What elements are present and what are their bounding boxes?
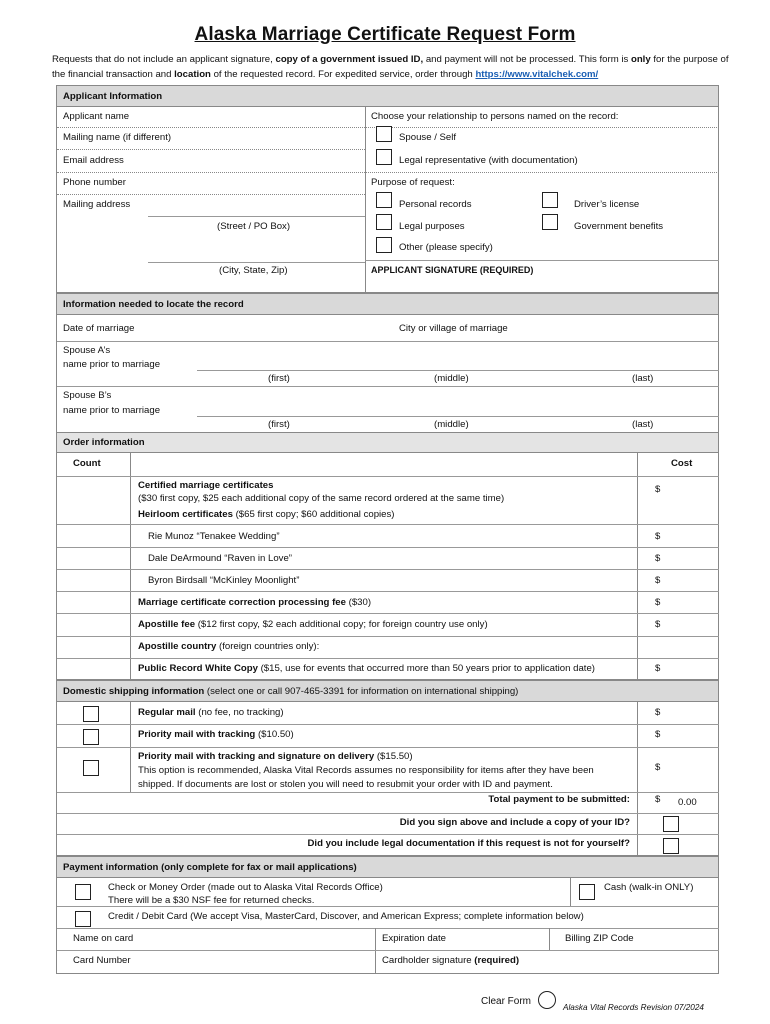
legal-rep-checkbox[interactable] (376, 149, 392, 165)
purpose-label: Purpose of request: (371, 177, 455, 188)
intro-bold: copy of a government issued ID, (275, 54, 424, 65)
gov-benefits-label: Government benefits (574, 221, 664, 232)
heirloom-1-cost[interactable]: $ (655, 531, 661, 542)
apostille-desc: ($12 first copy, $2 each additional copy; for foreign country use only) (195, 619, 488, 630)
divider (637, 453, 638, 680)
heirloom-2-cost[interactable]: $ (655, 553, 661, 564)
applicant-header: Applicant Information (56, 85, 719, 107)
applicant-name-label: Applicant name (63, 111, 130, 122)
white-copy-cost[interactable]: $ (655, 663, 661, 674)
legal-doc-checkbox[interactable] (663, 838, 679, 854)
correction-cost[interactable]: $ (655, 597, 661, 608)
spouse-b-label-2: name prior to marriage (63, 405, 161, 416)
apostille-country-title: Apostille country (138, 641, 217, 652)
heirloom-desc: ($65 first copy; $60 additional copies) (232, 509, 395, 520)
street-field[interactable] (148, 216, 365, 217)
apostille-country-desc: (foreign countries only): (216, 641, 320, 652)
divider (365, 172, 719, 173)
regular-mail-title: Regular mail (138, 707, 196, 718)
cash-checkbox[interactable] (579, 884, 595, 900)
phone-field[interactable] (57, 194, 365, 195)
intro-part: of the requested record. For expedited service, order through (210, 69, 476, 80)
first-label: (first) (268, 373, 290, 384)
priority-mail-line (138, 729, 294, 740)
divider (57, 476, 719, 477)
intro-bold: only (630, 54, 651, 65)
divider (57, 724, 719, 725)
divider (57, 906, 719, 907)
regular-mail-desc: (no fee, no tracking) (195, 707, 284, 718)
apostille-cost[interactable]: $ (655, 619, 661, 630)
divider (57, 569, 719, 570)
shipping-header-rest: (select one or call 907-465-3391 for information on international shipping) (206, 685, 519, 697)
heirloom-2-label: Dale DeArmound “Raven in Love” (148, 553, 292, 564)
divider (375, 928, 376, 974)
intro-part: and payment will not be processed. This form is (423, 54, 631, 65)
spouse-a-name-field[interactable] (197, 370, 719, 371)
card-number-label: Card Number (73, 955, 131, 966)
card-checkbox[interactable] (75, 911, 91, 927)
cost-header: Cost (671, 458, 693, 469)
email-field[interactable] (57, 172, 365, 173)
divider (57, 950, 719, 951)
legal-purposes-checkbox[interactable] (376, 214, 392, 230)
certified-cost[interactable]: $ (655, 484, 661, 495)
name-on-card-label: Name on card (73, 933, 134, 944)
cash-label: Cash (walk-in ONLY) (604, 882, 694, 893)
divider (365, 127, 719, 128)
legal-rep-label: Legal representative (with documentation) (399, 155, 578, 166)
intro-bold: location (174, 69, 211, 80)
drivers-license-label: Driver’s license (574, 199, 640, 210)
divider (57, 813, 719, 814)
divider (365, 260, 719, 261)
intro-text (52, 52, 732, 82)
total-value[interactable]: 0.00 (678, 797, 697, 808)
clear-form-button[interactable] (538, 991, 556, 1009)
spouse-self-label: Spouse / Self (399, 132, 457, 143)
divider (57, 928, 719, 929)
id-confirm-checkbox[interactable] (663, 816, 679, 832)
first-label: (first) (268, 419, 290, 430)
card-label: Credit / Debit Card (We accept Visa, MasterCard, Discover, and American Express; complete information below) (108, 911, 584, 922)
spouse-self-checkbox[interactable] (376, 126, 392, 142)
certified-desc: ($30 first copy, $25 each additional copy of the same record ordered at the same time) (138, 493, 505, 504)
middle-label: (middle) (434, 419, 469, 430)
priority-mail-checkbox[interactable] (83, 729, 99, 745)
apostille-title: Apostille fee (138, 619, 196, 630)
priority-signature-title: Priority mail with tracking and signature on delivery (138, 751, 375, 762)
required-label: (required) (474, 955, 520, 966)
other-label: Other (please specify) (399, 242, 493, 253)
heirloom-3-label: Byron Birdsall “McKinley Moonlight” (148, 575, 300, 586)
mailing-name-field[interactable] (57, 149, 365, 150)
divider (57, 386, 719, 387)
priority-mail-title: Priority mail with tracking (138, 729, 256, 740)
divider (57, 524, 719, 525)
date-of-marriage-label: Date of marriage (63, 323, 135, 334)
id-question: Did you sign above and include a copy of your ID? (399, 817, 630, 828)
spouse-a-label-1: Spouse A’s (63, 345, 111, 356)
drivers-license-checkbox[interactable] (542, 192, 558, 208)
apostille-line (138, 619, 488, 630)
heirloom-title: Heirloom certificates (138, 509, 233, 520)
divider (57, 341, 719, 342)
total-dollar: $ (655, 794, 661, 805)
correction-line (138, 597, 371, 608)
applicant-signature-label: APPLICANT SIGNATURE (REQUIRED) (371, 265, 534, 275)
heirloom-3-cost[interactable]: $ (655, 575, 661, 586)
total-label: Total payment to be submitted: (488, 794, 630, 805)
city-village-label: City or village of marriage (399, 323, 508, 334)
priority-signature-line (138, 751, 413, 762)
priority-signature-desc: ($15.50) (374, 751, 413, 762)
divider (549, 928, 550, 950)
divider (57, 547, 719, 548)
page-title: Alaska Marriage Certificate Request Form (194, 24, 576, 45)
divider (57, 613, 719, 614)
heirloom-1-label: Rie Munoz “Tenakee Wedding” (148, 531, 280, 542)
locate-header: Information needed to locate the record (56, 293, 719, 315)
priority-signature-checkbox[interactable] (83, 760, 99, 776)
payment-header: Payment information (only complete for fax or mail applications) (56, 856, 719, 878)
check-label-2: There will be a $30 NSF fee for returned checks. (108, 895, 315, 906)
divider (570, 878, 571, 906)
clear-form-label: Clear Form (481, 996, 532, 1007)
applicant-name-field[interactable] (57, 127, 365, 128)
mailing-name-label: Mailing name (if different) (63, 132, 172, 143)
divider (57, 834, 719, 835)
white-copy-line (138, 663, 595, 674)
divider (57, 747, 719, 748)
regular-mail-checkbox[interactable] (83, 706, 99, 722)
spouse-b-name-field[interactable] (197, 416, 719, 417)
legal-doc-question: Did you include legal documentation if this request is not for yourself? (307, 838, 630, 849)
legal-purposes-label: Legal purposes (399, 221, 465, 232)
heirloom-line (138, 509, 395, 520)
count-header: Count (73, 458, 101, 469)
city-field[interactable] (148, 262, 365, 263)
check-checkbox[interactable] (75, 884, 91, 900)
intro-part: Requests that do not include an applicant signature, (52, 54, 276, 65)
personal-records-label: Personal records (399, 199, 472, 210)
billing-zip-label: Billing ZIP Code (565, 933, 634, 944)
check-label-1: Check or Money Order (made out to Alaska Vital Records Office) (108, 882, 383, 893)
certified-title: Certified marriage certificates (138, 480, 274, 491)
priority-signature-cost[interactable]: $ (655, 762, 661, 773)
shipping-header-bold: Domestic shipping information (63, 685, 205, 697)
other-checkbox[interactable] (376, 237, 392, 253)
order-header: Order information (56, 432, 719, 453)
intro-part: for the purpose of the financial transaction and (52, 54, 729, 80)
mailing-address-label: Mailing address (63, 199, 131, 210)
regular-mail-line (138, 707, 284, 718)
divider (637, 702, 638, 856)
divider (57, 658, 719, 659)
priority-signature-note-2: shipped. If documents are lost or stolen you will need to resubmit your order with ID and payment. (138, 779, 553, 790)
vitalchek-link[interactable]: https://www.vitalchek.com/ (475, 69, 599, 80)
middle-label: (middle) (434, 373, 469, 384)
last-label: (last) (632, 419, 654, 430)
street-label: (Street / PO Box) (217, 221, 291, 232)
shipping-header (56, 680, 719, 702)
city-label: (City, State, Zip) (219, 265, 288, 276)
priority-mail-desc: ($10.50) (255, 729, 294, 740)
priority-signature-note-1: This option is recommended, Alaska Vital Records assumes no responsibility for items after they have been (138, 765, 594, 776)
expiration-label: Expiration date (382, 933, 446, 944)
divider (57, 591, 719, 592)
correction-desc: ($30) (345, 597, 372, 608)
priority-mail-cost[interactable]: $ (655, 729, 661, 740)
spouse-b-label-1: Spouse B’s (63, 390, 112, 401)
phone-label: Phone number (63, 177, 126, 188)
relationship-label: Choose your relationship to persons named on the record: (371, 111, 619, 122)
cardholder-sig-label: Cardholder signature (382, 955, 475, 966)
gov-benefits-checkbox[interactable] (542, 214, 558, 230)
white-copy-title: Public Record White Copy (138, 663, 258, 674)
regular-mail-cost[interactable]: $ (655, 707, 661, 718)
apostille-country-line (138, 641, 319, 652)
revision-label: Alaska Vital Records Revision 07/2024 (563, 1003, 704, 1012)
email-label: Email address (63, 155, 124, 166)
correction-title: Marriage certificate correction processing fee (138, 597, 346, 608)
divider (365, 107, 366, 293)
divider (57, 636, 719, 637)
cardholder-sig-line (382, 955, 519, 966)
personal-records-checkbox[interactable] (376, 192, 392, 208)
spouse-a-label-2: name prior to marriage (63, 359, 161, 370)
divider (57, 792, 719, 793)
divider (130, 453, 131, 680)
white-copy-desc: ($15, use for events that occurred more than 50 years prior to application date) (257, 663, 595, 674)
last-label: (last) (632, 373, 654, 384)
